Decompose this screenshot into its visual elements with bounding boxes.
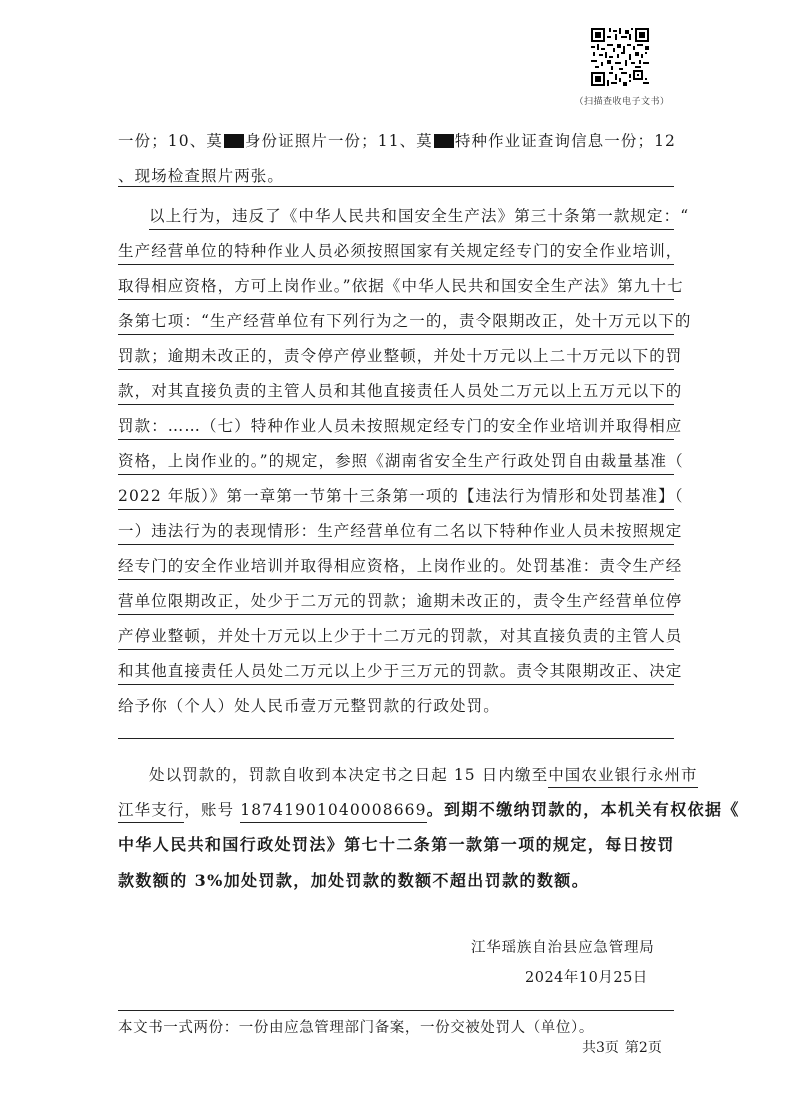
violation-line: 营单位限期改正，处少于二万元的罚款；逾期未改正的，责令生产经营单位停: [118, 591, 674, 615]
qr-caption: （扫描查收电子文书）: [574, 97, 670, 107]
issue-date: 2024年10月25日: [525, 970, 648, 986]
total-pages: 共3页: [582, 1040, 619, 1056]
footer-rule: [118, 1010, 674, 1011]
page-number: [582, 1037, 668, 1057]
evidence-line-2: 、现场检查照片两张。: [118, 167, 285, 185]
footer-note: 本文书一式两份：一份由应急管理部门备案，一份交被处罚人（单位）。: [118, 1020, 594, 1036]
underline-rule: [118, 738, 674, 739]
redaction-block: [224, 134, 244, 148]
underline-rule: [118, 186, 674, 187]
violation-line: 取得相应资格，方可上岗作业。”依据《中华人民共和国安全生产法》第九十七: [118, 276, 674, 300]
evidence-text: 身份证照片一份；11、莫: [244, 132, 433, 150]
evidence-text: 特种作业证查询信息一份；12: [454, 132, 676, 150]
redaction-block: [434, 134, 454, 148]
bank-branch: 江华支行: [118, 801, 184, 823]
bank-name: 中国农业银行永州市: [548, 766, 697, 788]
payment-warning: 。到期不缴纳罚款的，本机关有权依据《: [426, 800, 740, 819]
violation-line: 一）违法行为的表现情形：生产经营单位有二名以下特种作业人员未按照规定: [118, 521, 674, 545]
violation-line: 产停业整顿，并处十万元以上少于十二万元的罚款，对其直接负责的主管人员: [118, 626, 674, 650]
account-number: 18741901040008669: [240, 801, 426, 823]
violation-line: 罚款：……（七）特种作业人员未按照规定经专门的安全作业培训并取得相应: [118, 416, 674, 440]
violation-line: 以上行为，违反了《中华人民共和国安全生产法》第三十条第一款规定：“: [149, 206, 674, 230]
evidence-line-1: [118, 131, 674, 151]
violation-line: 2022 年版）》第一章第一节第十三条第一项的【违法行为情形和处罚基准】（: [118, 486, 674, 510]
payment-text: ，账号: [184, 801, 241, 819]
violation-line: 款，对其直接负责的主管人员和其他直接责任人员处二万元以上五万元以下的: [118, 381, 674, 405]
violation-line: 生产经营单位的特种作业人员必须按照国家有关规定经专门的安全作业培训，: [118, 241, 674, 265]
violation-line: 和其他直接责任人员处二万元以上少于三万元的罚款。责令其限期改正、决定: [118, 661, 674, 685]
violation-line: 罚款；逾期未改正的，责令停产停业整顿，并处十万元以上二十万元以下的罚: [118, 346, 674, 370]
violation-line: 给予你（个人）处人民币壹万元整罚款的行政处罚。: [118, 697, 500, 715]
payment-line-1: [149, 765, 698, 785]
payment-line-4: 款数额的 3%加处罚款，加处罚款的数额不超出罚款的数额。: [118, 871, 590, 890]
violation-line: 条第七项：“生产经营单位有下列行为之一的，责令限期改正，处十万元以下的: [118, 311, 674, 335]
issuing-authority: 江华瑶族自治县应急管理局: [471, 940, 655, 956]
payment-line-2: [118, 800, 740, 820]
violation-line: 资格，上岗作业的。”的规定，参照《湖南省安全生产行政处罚自由裁量基准（: [118, 451, 674, 475]
current-page: 第2页: [624, 1040, 662, 1056]
violation-line: 经专门的安全作业培训并取得相应资格，上岗作业的。处罚基准：责令生产经: [118, 556, 674, 580]
payment-line-3: 中华人民共和国行政处罚法》第七十二条第一款第一项的规定，每日按罚: [118, 835, 675, 854]
evidence-text: 一份；10、莫: [118, 132, 223, 150]
payment-text: 处以罚款的，罚款自收到本决定书之日起 15 日内缴至: [149, 766, 549, 784]
qr-code-icon: [591, 28, 649, 86]
